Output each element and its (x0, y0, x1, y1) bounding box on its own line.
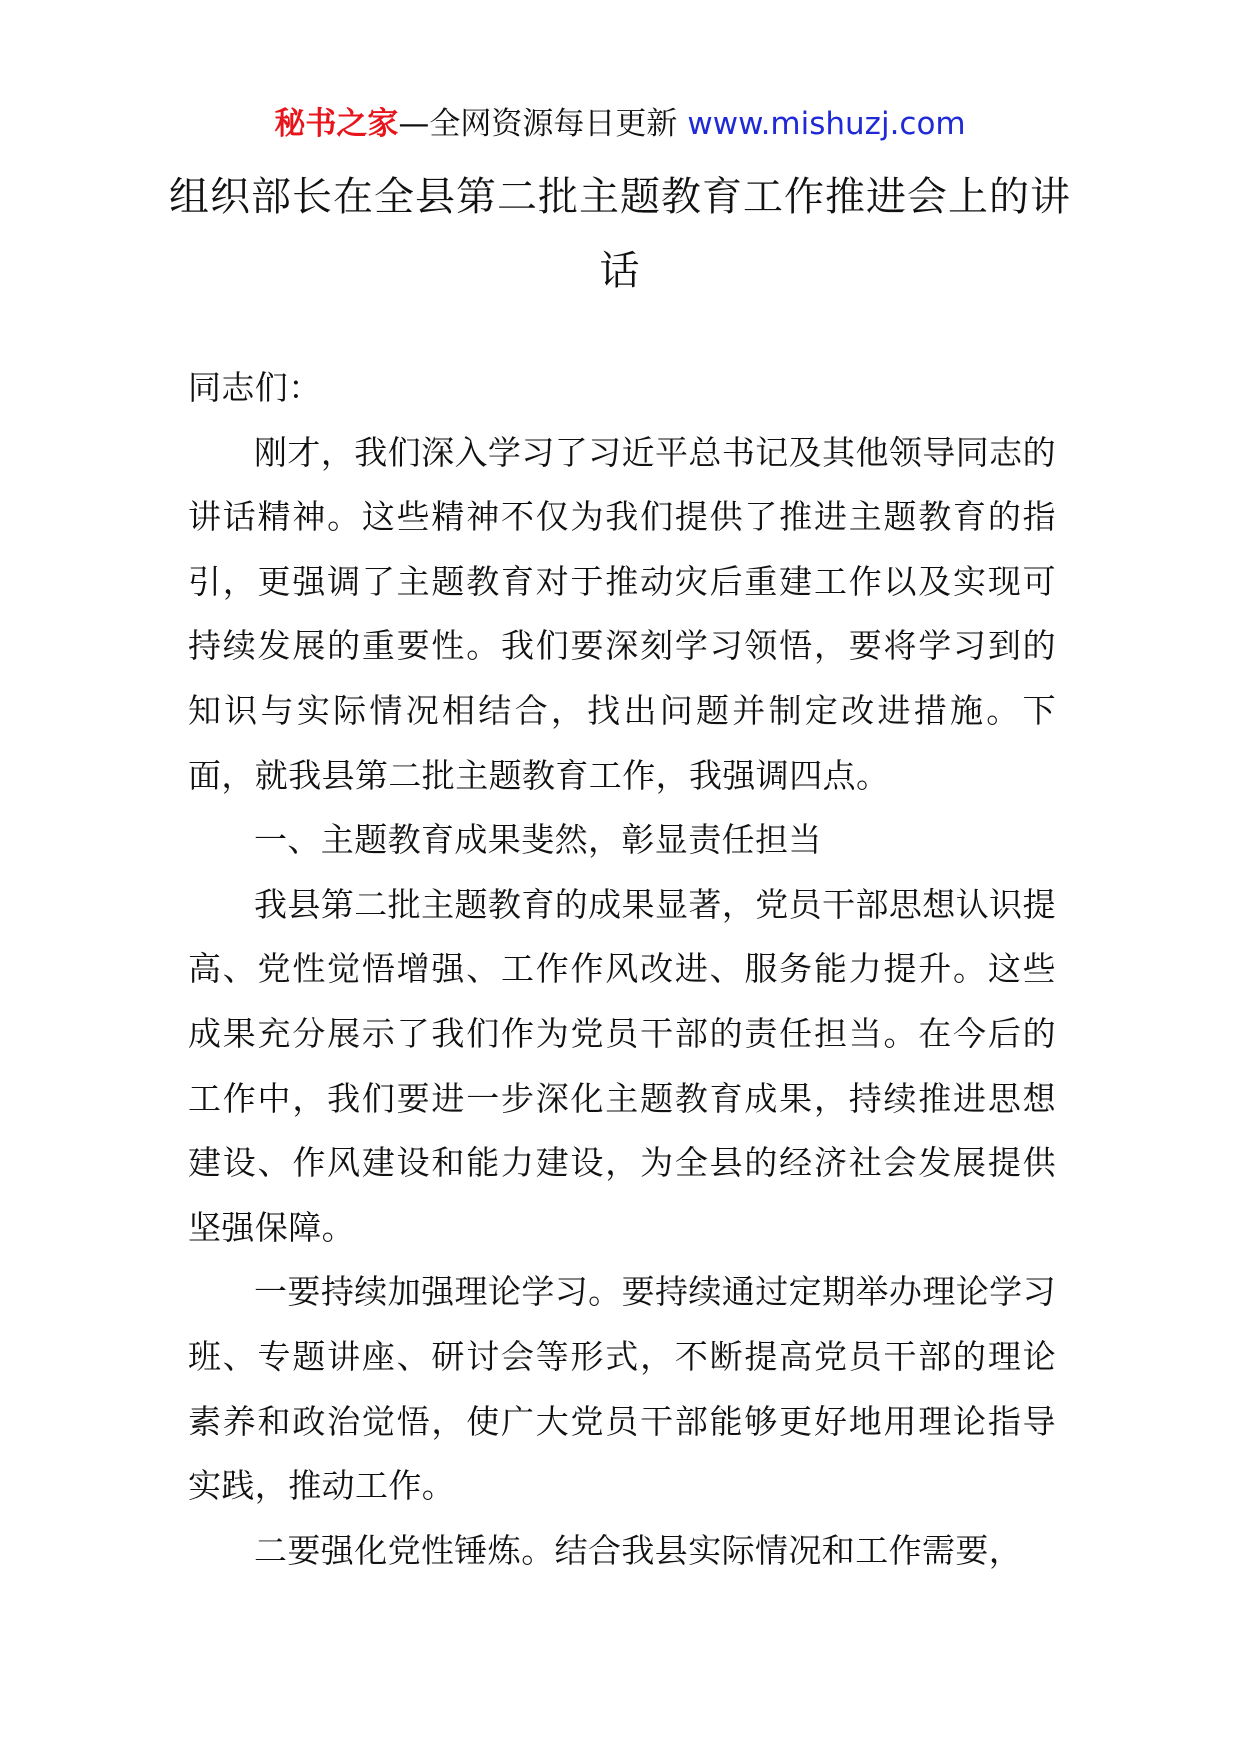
paragraph-intro: 刚才，我们深入学习了习近平总书记及其他领导同志的讲话精神。这些精神不仅为我们提供了推进主题教育的指引，更强调了主题教育对于推动灾后重建工作以及实现可持续发展的重要性。我们要深刻学习领悟，要将学习到的知识与实际情况相结合，找出问题并制定改进措施。下面，就我县第二批主题教育工作，我强调四点。 (188, 432, 1056, 795)
header-tagline: —全网资源每日更新 (398, 106, 678, 142)
paragraph-theory-study: 一要持续加强理论学习。要持续通过定期举办理论学习班、专题讲座、研讨会等形式，不断提高党员干部的理论素养和政治觉悟，使广大党员干部能够更好地用理论指导实践，推动工作。 (188, 1272, 1056, 1506)
paragraph-achievements: 我县第二批主题教育的成果显著，党员干部思想认识提高、党性觉悟增强、工作作风改进、服务能力提升。这些成果充分展示了我们作为党员干部的责任担当。在今后的工作中，我们要进一步深化主题教育成果，持续推进思想建设、作风建设和能力建设，为全县的经济社会发展提供坚强保障。 (188, 884, 1056, 1247)
site-header (0, 104, 1240, 144)
document-title: 组织部长在全县第二批主题教育工作推进会上的讲话 (169, 174, 1071, 294)
salutation: 同志们： (188, 368, 322, 407)
document-body (188, 356, 1056, 1583)
paragraph-party-spirit: 二要强化党性锤炼。结合我县实际情况和工作需要， (254, 1530, 1023, 1570)
brand-name: 秘书之家 (274, 106, 399, 142)
site-url-link[interactable]: www.mishuzj.com (687, 106, 966, 142)
section-heading: 一、主题教育成果斐然，彰显责任担当 (254, 820, 822, 860)
